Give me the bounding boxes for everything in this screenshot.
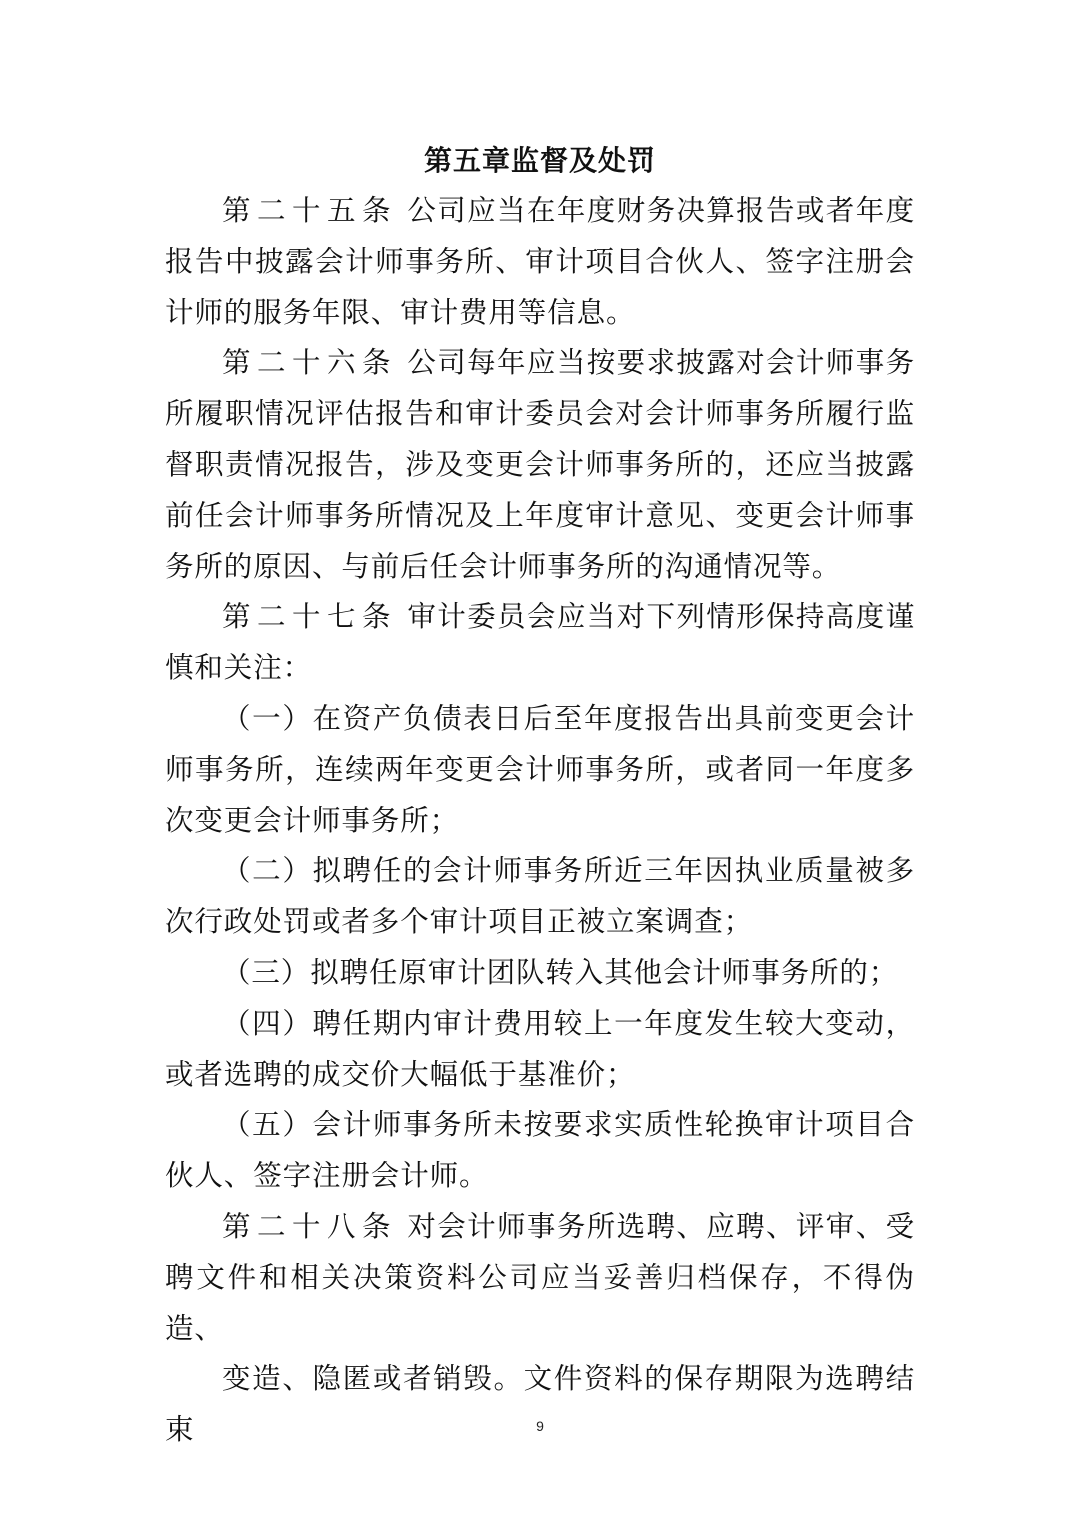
article-28 xyxy=(165,1202,915,1354)
list-item-4: （四）聘任期内审计费用较上一年度发生较大变动，或者选聘的成交价大幅低于基准价； xyxy=(165,1006,915,1091)
article-27 xyxy=(165,592,915,694)
article-number: 第二十六条 xyxy=(222,346,397,380)
article-number: 第二十五条 xyxy=(222,194,397,227)
article-text: 公司每年应当按要求披露对会计师事务所履职情况评估报告和审计委员会对会计师事务所履行监督职责情况报告，涉及变更会计师事务所的，还应当披露前任会计师事务所情况及上年度审计意见、变更会计师事务所的原因、与前后任会计师事务所的沟通情况等。 xyxy=(165,346,915,583)
list-item-3: （三）拟聘任原审计团队转入其他会计师事务所的； xyxy=(222,955,899,989)
list-item-1: （一）在资产负债表日后至年度报告出具前变更会计师事务所，连续两年变更会计师事务所，或者同一年度多次变更会计师事务所； xyxy=(165,701,915,837)
article-28-continued: 变造、隐匿或者销毁。文件资料的保存期限为选聘结束 xyxy=(165,1362,915,1447)
page-number: 9 xyxy=(536,1418,544,1434)
list-item-5: （五）会计师事务所未按要求实质性轮换审计项目合伙人、签字注册会计师。 xyxy=(165,1108,915,1193)
list-item-2: （二）拟聘任的会计师事务所近三年因执业质量被多次行政处罚或者多个审计项目正被立案调查； xyxy=(165,854,915,939)
article-text: 审计委员会应当对下列情形保持高度谨慎和关注： xyxy=(165,600,915,685)
article-number: 第二十七条 xyxy=(222,600,397,634)
article-text: 对会计师事务所选聘、应聘、评审、受聘文件和相关决策资料公司应当妥善归档保存，不得伪造、 xyxy=(165,1209,915,1345)
chapter-title: 第五章监督及处罚 xyxy=(423,144,656,177)
article-25 xyxy=(165,186,915,338)
document-body xyxy=(165,136,915,1456)
article-26 xyxy=(165,338,915,592)
article-number: 第二十八条 xyxy=(222,1209,397,1243)
article-text: 公司应当在年度财务决算报告或者年度报告中披露会计师事务所、审计项目合伙人、签字注册会计师的服务年限、审计费用等信息。 xyxy=(165,194,915,329)
